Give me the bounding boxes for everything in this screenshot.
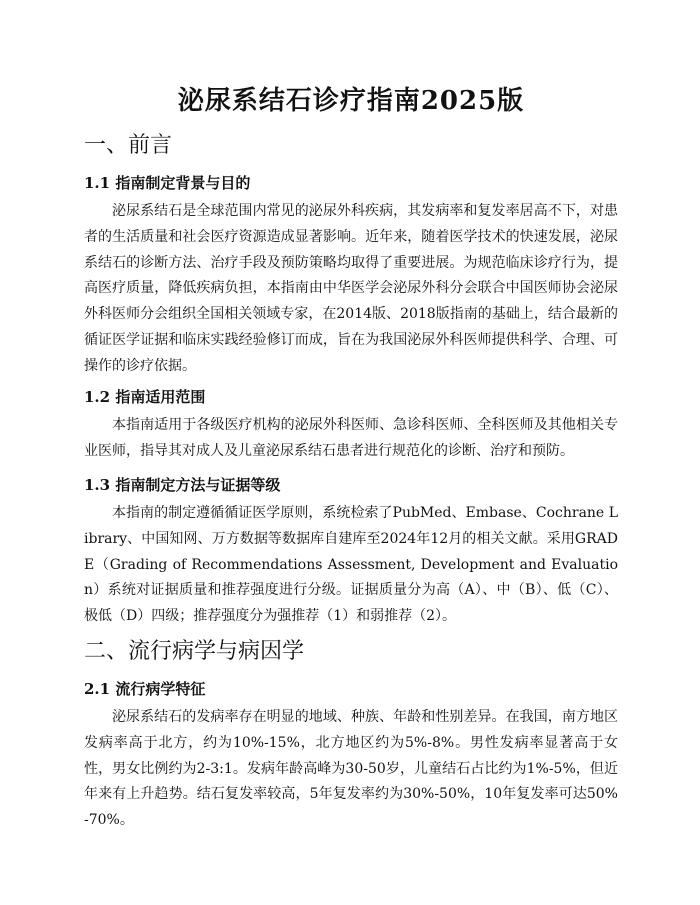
subsection-heading-1-3: 1.3 指南制定方法与证据等级 [84,476,281,494]
subsection-heading-2-1: 2.1 流行病学特征 [84,680,206,698]
paragraph-1-3: 本指南的制定遵循循证医学原则，系统检索了PubMed、Embase、Cochrane Library、中国知网、万方数据等数据库自建库至2024年12月的相关文献。采用GRADE（Grading of Recommendations Assessment, Development and Evaluation）系统对证据质量和推荐强度进行分级。证据质量分为高（A）、中（B）、低（C）、极低（D）四级；推荐强度分为强推荐（1）和弱推荐（2）。 [84,505,618,625]
paragraph-1-1: 泌尿系结石是全球范围内常见的泌尿外科疾病，其发病率和复发率居高不下，对患者的生活质量和社会医疗资源造成显著影响。近年来，随着医学技术的快速发展，泌尿系结石的诊断方法、治疗手段及预防策略均取得了重要进展。为规范临床诊疗行为，提高医疗质量，降低疾病负担，本指南由中华医学会泌尿外科分会联合中国医师协会泌尿外科医师分会组织全国相关领域专家，在2014版、2018版指南的基础上，结合最新的循证医学证据和临床实践经验修订而成，旨在为我国泌尿外科医师提供科学、合理、可操作的诊疗依据。 [84,203,618,374]
paragraph-2-1: 泌尿系结石的发病率存在明显的地域、种族、年龄和性别差异。在我国，南方地区发病率高于北方，约为10%-15%，北方地区约为5%-8%。男性发病率显著高于女性，男女比例约为2-3:1。发病年龄高峰为30-50岁，儿童结石占比约为1%-5%，但近年来有上升趋势。结石复发率较高，5年复发率约为30%-50%，10年复发率可达50%-70%。 [84,709,618,829]
subsection-heading-1-1: 1.1 指南制定背景与目的 [84,174,251,192]
section-heading-preface: 一、前言 [84,133,173,158]
document-title: 泌尿系结石诊疗指南2025版 [177,86,525,116]
section-heading-epidemiology: 二、流行病学与病因学 [84,639,305,664]
subsection-heading-1-2: 1.2 指南适用范围 [84,388,206,406]
paragraph-1-2: 本指南适用于各级医疗机构的泌尿外科医师、急诊科医师、全科医师及其他相关专业医师，指导其对成人及儿童泌尿系结石患者进行规范化的诊断、治疗和预防。 [84,417,618,459]
